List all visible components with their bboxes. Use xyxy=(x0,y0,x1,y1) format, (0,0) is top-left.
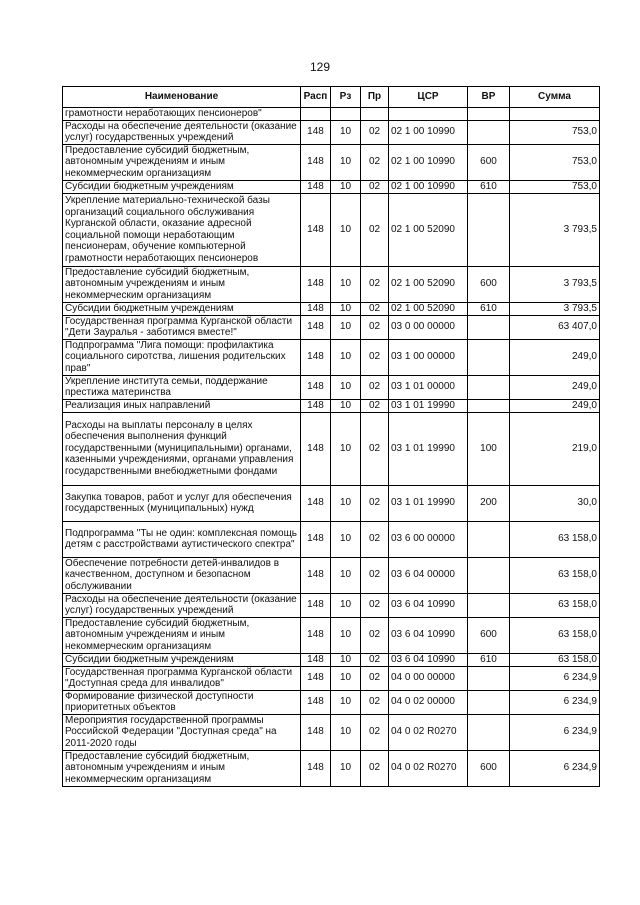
cell-name: Подпрограмма "Ты не один: комплексная помощь детям с расстройствами аутистического спектра" xyxy=(63,521,301,557)
cell-name: грамотности неработающих пенсионеров" xyxy=(63,108,301,121)
cell-csr: 02 1 00 10990 xyxy=(389,180,468,193)
cell-csr: 03 6 04 10990 xyxy=(389,617,468,653)
cell-rasp: 148 xyxy=(301,399,331,412)
cell-rz: 10 xyxy=(331,339,361,375)
cell-name: Государственная программа Курганской области "Дети Зауралья - заботимся вместе!" xyxy=(63,315,301,339)
cell-rz: 10 xyxy=(331,399,361,412)
cell-rz: 10 xyxy=(331,412,361,485)
cell-pr: 02 xyxy=(361,339,389,375)
cell-name: Обеспечение потребности детей-инвалидов в качественном, доступном и безопасном обслуживании xyxy=(63,557,301,593)
cell-sum xyxy=(510,108,600,121)
cell-sum: 63 158,0 xyxy=(510,593,600,617)
cell-rz: 10 xyxy=(331,144,361,180)
cell-csr: 04 0 02 R0270 xyxy=(389,714,468,750)
cell-name: Предоставление субсидий бюджетным, автономным учреждениям и иным некоммерческим организациям xyxy=(63,750,301,786)
table-row xyxy=(63,521,600,557)
cell-rasp: 148 xyxy=(301,412,331,485)
table-row xyxy=(63,315,600,339)
cell-vr xyxy=(468,557,510,593)
cell-rasp: 148 xyxy=(301,666,331,690)
table-row xyxy=(63,144,600,180)
cell-vr xyxy=(468,375,510,399)
cell-csr: 02 1 00 10990 xyxy=(389,120,468,144)
header-rz: Рз xyxy=(331,87,361,108)
cell-name: Расходы на выплаты персоналу в целях обеспечения выполнения функций государственными (муниципальными) органами, казенными учреждениями, органами управления государственными внебюджетными фондами xyxy=(63,412,301,485)
cell-rasp xyxy=(301,108,331,121)
cell-pr: 02 xyxy=(361,666,389,690)
cell-pr: 02 xyxy=(361,412,389,485)
cell-sum: 6 234,9 xyxy=(510,750,600,786)
cell-rz: 10 xyxy=(331,690,361,714)
cell-csr: 02 1 00 52090 xyxy=(389,302,468,315)
cell-pr: 02 xyxy=(361,120,389,144)
header-rasp: Расп xyxy=(301,87,331,108)
cell-sum: 3 793,5 xyxy=(510,302,600,315)
cell-csr: 04 0 02 00000 xyxy=(389,690,468,714)
cell-vr: 200 xyxy=(468,485,510,521)
cell-csr: 02 1 00 52090 xyxy=(389,266,468,302)
cell-rz: 10 xyxy=(331,653,361,666)
cell-vr: 610 xyxy=(468,180,510,193)
cell-sum: 249,0 xyxy=(510,399,600,412)
cell-sum: 63 158,0 xyxy=(510,617,600,653)
page-number: 129 xyxy=(309,60,331,74)
cell-sum: 63 407,0 xyxy=(510,315,600,339)
cell-name: Укрепление материально-технической базы организаций социального обслуживания Курганской области, оказание адресной социальной помощи неработающим пенсионерам, обучение компьютерной грамотности неработающих пенсионеров xyxy=(63,193,301,266)
cell-rz xyxy=(331,108,361,121)
cell-rasp: 148 xyxy=(301,339,331,375)
cell-sum: 753,0 xyxy=(510,120,600,144)
table-row xyxy=(63,399,600,412)
cell-rasp: 148 xyxy=(301,144,331,180)
cell-rasp: 148 xyxy=(301,521,331,557)
cell-name: Предоставление субсидий бюджетным, автономным учреждениям и иным некоммерческим организациям xyxy=(63,617,301,653)
cell-vr xyxy=(468,120,510,144)
cell-vr: 610 xyxy=(468,653,510,666)
cell-name: Укрепление института семьи, поддержание престижа материнства xyxy=(63,375,301,399)
cell-rasp: 148 xyxy=(301,557,331,593)
cell-csr: 04 0 02 R0270 xyxy=(389,750,468,786)
cell-rz: 10 xyxy=(331,315,361,339)
cell-sum: 219,0 xyxy=(510,412,600,485)
cell-rz: 10 xyxy=(331,666,361,690)
cell-rasp: 148 xyxy=(301,593,331,617)
cell-rasp: 148 xyxy=(301,714,331,750)
cell-vr xyxy=(468,315,510,339)
cell-pr: 02 xyxy=(361,144,389,180)
cell-name: Формирование физической доступности приоритетных объектов xyxy=(63,690,301,714)
cell-csr: 03 6 00 00000 xyxy=(389,521,468,557)
cell-sum: 6 234,9 xyxy=(510,666,600,690)
table-row xyxy=(63,339,600,375)
cell-name: Предоставление субсидий бюджетным, автономным учреждениям и иным некоммерческим организациям xyxy=(63,266,301,302)
cell-pr: 02 xyxy=(361,750,389,786)
cell-csr: 03 6 04 10990 xyxy=(389,653,468,666)
cell-rasp: 148 xyxy=(301,690,331,714)
cell-rz: 10 xyxy=(331,557,361,593)
cell-sum: 6 234,9 xyxy=(510,714,600,750)
cell-sum: 753,0 xyxy=(510,180,600,193)
cell-pr: 02 xyxy=(361,593,389,617)
cell-csr: 03 0 00 00000 xyxy=(389,315,468,339)
cell-name: Государственная программа Курганской области "Доступная среда для инвалидов" xyxy=(63,666,301,690)
cell-rasp: 148 xyxy=(301,180,331,193)
cell-vr: 600 xyxy=(468,750,510,786)
cell-sum: 3 793,5 xyxy=(510,266,600,302)
cell-rasp: 148 xyxy=(301,750,331,786)
cell-vr: 600 xyxy=(468,144,510,180)
cell-name: Субсидии бюджетным учреждениям xyxy=(63,302,301,315)
cell-rz: 10 xyxy=(331,593,361,617)
cell-rz: 10 xyxy=(331,302,361,315)
cell-vr: 610 xyxy=(468,302,510,315)
cell-rasp: 148 xyxy=(301,485,331,521)
table-row xyxy=(63,653,600,666)
table-row xyxy=(63,666,600,690)
cell-pr xyxy=(361,108,389,121)
table-row xyxy=(63,302,600,315)
cell-pr: 02 xyxy=(361,485,389,521)
cell-csr: 03 1 01 19990 xyxy=(389,412,468,485)
table-row xyxy=(63,714,600,750)
cell-pr: 02 xyxy=(361,375,389,399)
table-row xyxy=(63,108,600,121)
table-row xyxy=(63,557,600,593)
cell-vr xyxy=(468,108,510,121)
cell-vr xyxy=(468,690,510,714)
cell-sum: 30,0 xyxy=(510,485,600,521)
cell-vr xyxy=(468,521,510,557)
cell-rz: 10 xyxy=(331,485,361,521)
cell-sum: 63 158,0 xyxy=(510,521,600,557)
table-row xyxy=(63,593,600,617)
cell-name: Расходы на обеспечение деятельности (оказание услуг) государственных учреждений xyxy=(63,593,301,617)
cell-rasp: 148 xyxy=(301,193,331,266)
header-vr: ВР xyxy=(468,87,510,108)
cell-rz: 10 xyxy=(331,120,361,144)
cell-rz: 10 xyxy=(331,180,361,193)
table-row xyxy=(63,120,600,144)
cell-name: Субсидии бюджетным учреждениям xyxy=(63,653,301,666)
cell-pr: 02 xyxy=(361,315,389,339)
cell-vr xyxy=(468,666,510,690)
cell-sum: 249,0 xyxy=(510,339,600,375)
cell-rasp: 148 xyxy=(301,617,331,653)
cell-name: Подпрограмма "Лига помощи: профилактика социального сиротства, лишения родительских прав" xyxy=(63,339,301,375)
cell-rz: 10 xyxy=(331,193,361,266)
cell-pr: 02 xyxy=(361,180,389,193)
header-sum: Сумма xyxy=(510,87,600,108)
cell-pr: 02 xyxy=(361,399,389,412)
cell-csr: 04 0 00 00000 xyxy=(389,666,468,690)
header-name: Наименование xyxy=(63,87,301,108)
cell-vr xyxy=(468,339,510,375)
cell-csr: 02 1 00 52090 xyxy=(389,193,468,266)
cell-pr: 02 xyxy=(361,521,389,557)
cell-pr: 02 xyxy=(361,653,389,666)
cell-csr: 03 6 04 10990 xyxy=(389,593,468,617)
cell-sum: 249,0 xyxy=(510,375,600,399)
cell-csr: 03 1 01 19990 xyxy=(389,485,468,521)
cell-rasp: 148 xyxy=(301,302,331,315)
cell-csr: 03 1 01 00000 xyxy=(389,375,468,399)
cell-vr xyxy=(468,593,510,617)
cell-rz: 10 xyxy=(331,714,361,750)
cell-sum: 6 234,9 xyxy=(510,690,600,714)
table-row xyxy=(63,485,600,521)
cell-vr xyxy=(468,399,510,412)
table-row xyxy=(63,750,600,786)
cell-csr: 02 1 00 10990 xyxy=(389,144,468,180)
cell-rasp: 148 xyxy=(301,375,331,399)
cell-rz: 10 xyxy=(331,375,361,399)
cell-pr: 02 xyxy=(361,302,389,315)
cell-name: Предоставление субсидий бюджетным, автономным учреждениям и иным некоммерческим организациям xyxy=(63,144,301,180)
cell-pr: 02 xyxy=(361,266,389,302)
cell-name: Закупка товаров, работ и услуг для обеспечения государственных (муниципальных) нужд xyxy=(63,485,301,521)
table-row xyxy=(63,412,600,485)
cell-sum: 3 793,5 xyxy=(510,193,600,266)
cell-csr: 03 1 01 19990 xyxy=(389,399,468,412)
cell-csr: 03 1 00 00000 xyxy=(389,339,468,375)
cell-vr: 600 xyxy=(468,617,510,653)
cell-sum: 63 158,0 xyxy=(510,557,600,593)
cell-sum: 753,0 xyxy=(510,144,600,180)
table-body xyxy=(63,108,600,787)
cell-name: Мероприятия государственной программы Российской Федерации "Доступная среда" на 2011-2020 годы xyxy=(63,714,301,750)
table-row xyxy=(63,617,600,653)
cell-name: Расходы на обеспечение деятельности (оказание услуг) государственных учреждений xyxy=(63,120,301,144)
cell-pr: 02 xyxy=(361,714,389,750)
table-row xyxy=(63,193,600,266)
cell-rz: 10 xyxy=(331,750,361,786)
cell-vr: 100 xyxy=(468,412,510,485)
table-row xyxy=(63,180,600,193)
table-row xyxy=(63,690,600,714)
cell-name: Субсидии бюджетным учреждениям xyxy=(63,180,301,193)
cell-rasp: 148 xyxy=(301,266,331,302)
cell-vr xyxy=(468,714,510,750)
cell-rasp: 148 xyxy=(301,120,331,144)
table-row xyxy=(63,375,600,399)
cell-pr: 02 xyxy=(361,193,389,266)
cell-vr xyxy=(468,193,510,266)
header-row xyxy=(63,87,600,108)
cell-rz: 10 xyxy=(331,617,361,653)
cell-csr: 03 6 04 00000 xyxy=(389,557,468,593)
cell-pr: 02 xyxy=(361,617,389,653)
cell-rz: 10 xyxy=(331,266,361,302)
cell-name: Реализация иных направлений xyxy=(63,399,301,412)
table-row xyxy=(63,266,600,302)
header-csr: ЦСР xyxy=(389,87,468,108)
cell-vr: 600 xyxy=(468,266,510,302)
cell-csr xyxy=(389,108,468,121)
cell-rz: 10 xyxy=(331,521,361,557)
budget-table xyxy=(62,86,600,787)
cell-sum: 63 158,0 xyxy=(510,653,600,666)
cell-pr: 02 xyxy=(361,557,389,593)
cell-pr: 02 xyxy=(361,690,389,714)
header-pr: Пр xyxy=(361,87,389,108)
cell-rasp: 148 xyxy=(301,653,331,666)
cell-rasp: 148 xyxy=(301,315,331,339)
